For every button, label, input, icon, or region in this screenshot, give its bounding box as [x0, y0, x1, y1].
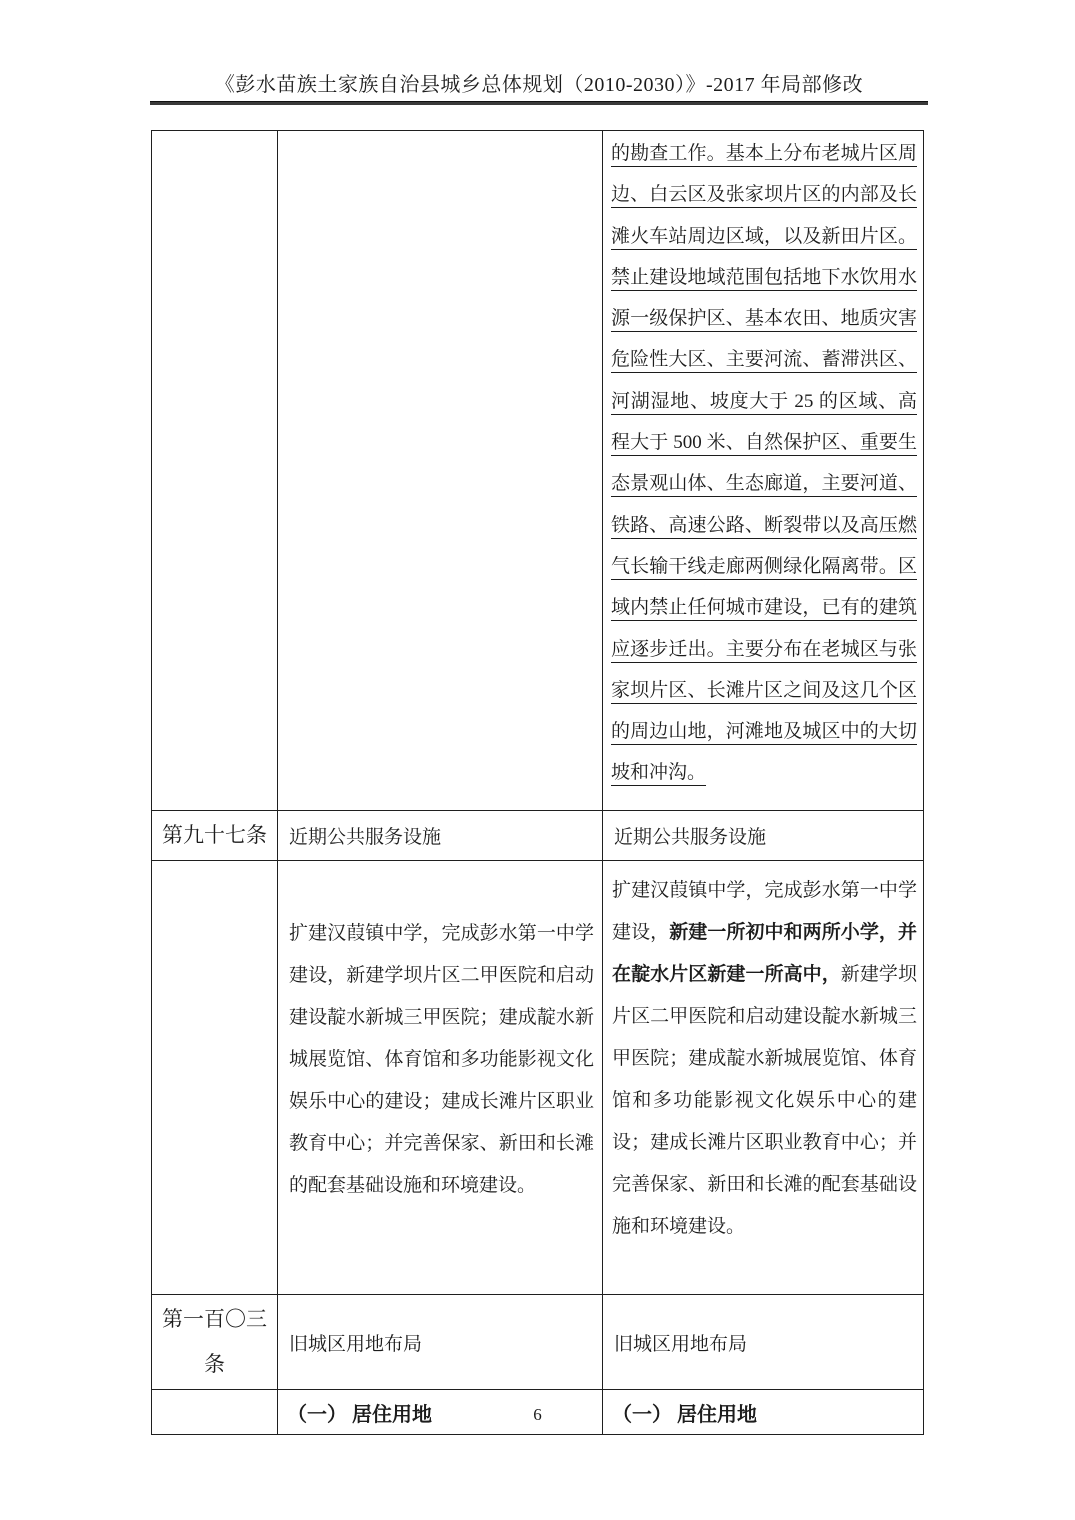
page-number: 6 [533, 1405, 542, 1424]
original-paragraph: 扩建汉葭镇中学，完成彭水第一中学建设，新建学坝片区二甲医院和启动建设靛水新城三甲医院；建成靛水新城展览馆、体育馆和多功能影视文化娱乐中心的建设；建成长滩片区职业教育中心；并完善保家、新田和长滩的配套基础设施和环境建设。 [289, 923, 594, 1196]
document-title: 《彭水苗族土家族自治县城乡总体规划（2010-2030）》-2017 年局部修改 [214, 74, 864, 96]
revised-text-cell [603, 131, 924, 811]
original-text-cell [278, 131, 603, 811]
original-heading-cell: 旧城区用地布局 [278, 1295, 603, 1390]
original-text-cell [278, 861, 603, 1295]
document-header [150, 70, 928, 100]
revised-paragraph-pre: 扩建汉葭镇中学，完成彭水第一中学建设， [612, 880, 917, 943]
table-row-continued-text [152, 131, 924, 811]
revised-paragraph-post: 新建学坝片区二甲医院和启动建设靛水新城三甲医院；建成靛水新城展览馆、体育馆和多功能影视文化娱乐中心的建设；建成长滩片区职业教育中心；并完善保家、新田和长滩的配套基础设施和环境建设。 [612, 964, 917, 1237]
article-number-cell [152, 131, 278, 811]
table-row-article-103-heading [152, 1295, 924, 1390]
revised-text-cell [603, 861, 924, 1295]
table-row-article-97-body [152, 861, 924, 1295]
revised-underlined-paragraph: 的勘查工作。基本上分布老城片区周边、白云区及张家坝片区的内部及长滩火车站周边区域，以及新田片区。禁止建设地域范围包括地下水饮用水源一级保护区、基本农田、地质灾害危险性大区、主要河流、蓄滞洪区、河湖湿地、坡度大于 25 的区域、高程大于 500 米、自然保护区、重要生态景观山体、生态廊道，主要河道、铁路、高速公路、断裂带以及高压燃气长输干线走廊两侧绿化隔离带。区域内禁止任何城市建设，已有的建筑应逐步迁出。主要分布在老城区与张家坝片区、长滩片区之间及这几个区的周边山地，河滩地及城区中的大切坡和冲沟。 [611, 143, 917, 784]
article-number-cell: 第九十七条 [152, 811, 278, 861]
page-footer [0, 1402, 1075, 1428]
revision-comparison-table [151, 130, 924, 1435]
revised-paragraph [612, 870, 917, 1248]
header-divider [150, 101, 928, 105]
table-row-article-97-heading [152, 811, 924, 861]
revised-subitem-cell: （一） 居住用地 [603, 1390, 924, 1435]
revised-paragraph-bold-insertion: 新建一所初中和两所小学，并在靛水片区新建一所高中， [612, 922, 917, 985]
original-heading-cell: 近期公共服务设施 [278, 811, 603, 861]
article-number-cell [152, 861, 278, 1295]
revised-heading-cell: 近期公共服务设施 [603, 811, 924, 861]
revised-heading-cell: 旧城区用地布局 [603, 1295, 924, 1390]
article-number-cell: 第一百〇三条 [152, 1295, 278, 1390]
original-subitem-cell: （一） 居住用地 [278, 1390, 603, 1435]
